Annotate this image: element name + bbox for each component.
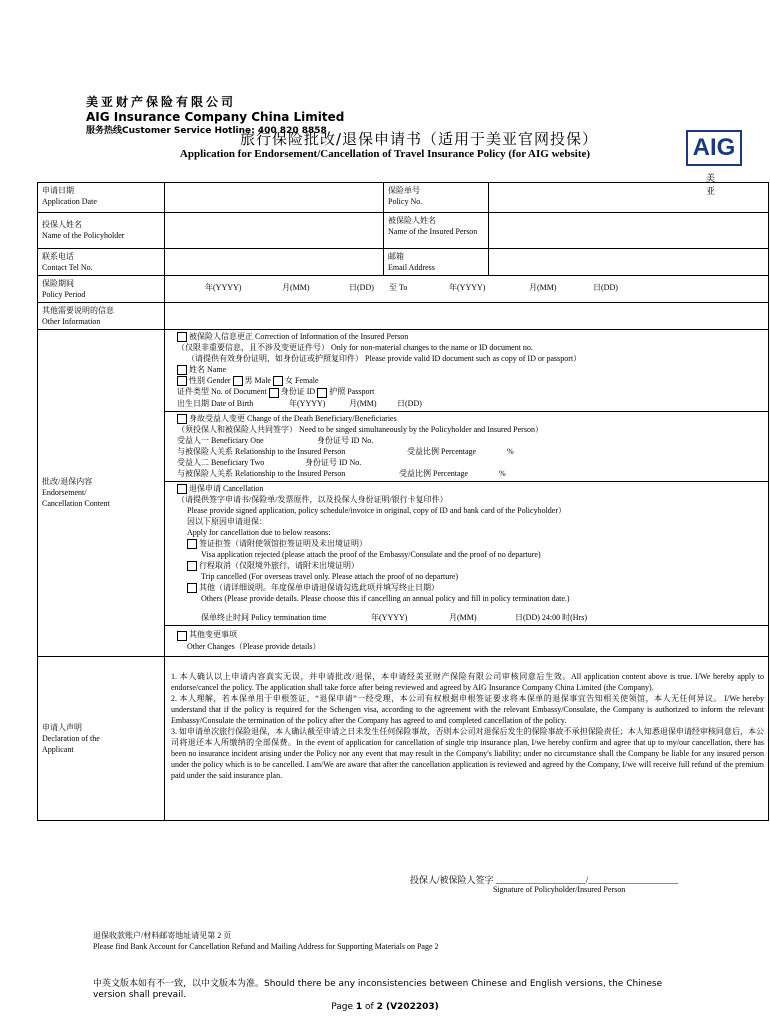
refund-note: 退保收款账户/材料邮寄地址请见第 2 页 Please find Bank Account for Cancellation Refund and Mailing Address for Supporting Materials on Page 2 [93, 931, 439, 951]
signature-line[interactable]: 投保人/被保险人签字 ____________________/____________________ [410, 875, 679, 885]
male-checkbox[interactable] [233, 376, 243, 386]
policyholder-name-field[interactable] [165, 213, 384, 249]
page-number: Page 1 of 2 (V202203) [331, 1002, 439, 1012]
other-info-field[interactable] [165, 303, 769, 330]
signature-caption: Signature of Policyholder/Insured Person [493, 885, 626, 894]
others-checkbox[interactable] [187, 583, 197, 593]
cancellation-section: 退保申请 Cancellation （请提供签字申请书/保险单/发票原件，以及投保人身份证明/银行卡复印件） Please provide signed application, policy schedule/invoice in original, copy of ID and bank card of the Policyholder） 因以下原因申请退保： Apply for cancellation due to below reasons: 签证拒签（请附使领馆拒签证明及未出境证明） Visa application rejected (please attach the proof of the Embassy/Consulate and the proof of no departure) 行程取消（仅限境外旅行，请附未出境证明） Trip cancelled (For overseas travel only. Please attach the proof of no departure) 其他（请详细说明。年度保单申请退保请勾选此项并填写终止日期） Others (Please provide details. Please choose this if cancelling an annual policy and fill in policy termination date.) 保单终止时间 Policy termination time 年(YYYY) 月(MM) 日(DD) 24:00 时(Hrs) [165, 482, 768, 627]
cancellation-checkbox[interactable] [177, 484, 187, 494]
email-field[interactable] [489, 249, 769, 276]
declaration-text: 1. 本人确认以上申请内容真实无误，并申请批改/退保，本申请经美亚财产保险有限公司审核同意后生效。All application content above is true. I/We hereby apply to endorse/cancel the policy. The application shall take force after being reviewed and agreed by AIG Insurance Company China Limited (the Company). 2. 本人理解，若本保单用于申根签证，“退保申请”一经受理，本公司有权根据申根签证要求将本保单的退保事宜告知相关使领馆，本人无任何异议。 I/We hereby understand that if the policy is required for the Schengen visa, according to the agreement with the relevant Embassy/Consulate, the Company is authorized to inform the relevant Embassy/Consulate the termination of the policy after the Company has agreed to and completed cancellation of the policy. 3. 如申请单次旅行保险退保，本人确认截至申请之日未发生任何保险事故，否则本公司对退保后发生的保险事故不承担保险责任；本人知悉退保申请经审核同意后，本公司将退还本人所缴纳的全部保费。In the event of application for cancellation of single trip insurance plan, I/we hereby confirm and agree that up to my/our cancellation, there has been no insurance incident arising under the Policy nor any event that may result in the Company's liability; under no circumstance shall the Company be liable for any insured person under the policy which is to be cancelled. I am/We are aware that after the cancellation application is reviewed and agreed by the Company, I/we will receive full refund of the premium paid under the said insurance plan. [165, 656, 769, 820]
content-label: 批改/退保内容 Endorsement/ Cancellation Content [38, 330, 165, 657]
insured-name-field[interactable] [489, 213, 769, 249]
female-checkbox[interactable] [273, 376, 283, 386]
email-label: 邮箱 Email Address [384, 249, 489, 276]
declaration-label: 申请人声明 Declaration of the Applicant [38, 656, 165, 820]
insured-name-label: 被保险人姓名 Name of the Insured Person [384, 213, 489, 249]
visa-rejected-checkbox[interactable] [187, 539, 197, 549]
passport-checkbox[interactable] [317, 388, 327, 398]
application-date-label: 申请日期 Application Date [38, 183, 165, 213]
name-checkbox[interactable] [177, 365, 187, 375]
company-name-cn: 美亚财产保险有限公司 [86, 95, 237, 109]
contact-tel-field[interactable] [165, 249, 384, 276]
application-form-table [37, 182, 769, 821]
content-section [165, 330, 769, 657]
policy-period-label: 保险期间 Policy Period [38, 276, 165, 303]
aig-logo: AIG [686, 130, 742, 166]
gender-checkbox[interactable] [177, 376, 187, 386]
policy-period-field[interactable]: 年(YYYY) 月(MM) 日(DD) 至 To 年(YYYY) 月(MM) 日(DD) [165, 276, 769, 303]
id-checkbox[interactable] [269, 388, 279, 398]
policyholder-name-label: 投保人姓名 Name of the Policyholder [38, 213, 165, 249]
other-changes-checkbox[interactable] [177, 631, 187, 641]
policy-no-field[interactable] [489, 183, 769, 213]
beneficiary-section: 身故受益人变更 Change of the Death Beneficiary/Beneficiaries （须投保人和被保险人共同签字） Need to be singed simultaneously by the Policyholder and Insured Person） 受益人一 Beneficiary One 身份证号 ID No. 与被保险人关系 Relationship to the Insured Person 受益比例 Percentage % 受益人二 Beneficiary Two 身份证号 ID No. 与被保险人关系 Relationship to the Insured Person 受益比例 Percentage % [165, 412, 768, 482]
trip-cancelled-checkbox[interactable] [187, 561, 197, 571]
hotline: 服务热线Customer Service Hotline: 400 820 8858 [86, 126, 327, 136]
application-date-field[interactable] [165, 183, 384, 213]
company-name-en: AIG Insurance Company China Limited [86, 110, 345, 124]
document-title-en: Application for Endorsement/Cancellation of Travel Insurance Policy (for AIG website) [179, 148, 591, 160]
correction-section: 被保险人信息更正 Correction of Information of the Insured Person （仅限非重要信息，且不涉及变更证件号） Only for non-material changes to the name or ID document no. （请提供有效身份证明，如身份证或护照复印件） Please provide valid ID document such as copy of ID or passport） 姓名 Name 性别 Gender 男 Male 女 Female 证件类型 No. of Document 身份证 ID 护照 Passport 出生日期 Date of Birth 年(YYYY) 月(MM) 日(DD) [165, 330, 768, 412]
document-title-cn: 旅行保险批改/退保申请书（适用于美亚官网投保） [240, 130, 599, 148]
correction-checkbox[interactable] [177, 332, 187, 342]
policy-no-label: 保险单号 Policy No. [384, 183, 489, 213]
beneficiary-checkbox[interactable] [177, 414, 187, 424]
other-changes-section: 其他变更事项 Other Changes（Please provide details） [165, 626, 768, 655]
other-info-label: 其他需要说明的信息 Other Information [38, 303, 165, 330]
aig-logo-subtitle: 美 亚 [706, 174, 734, 197]
language-note: 中英文版本如有不一致，以中文版本为准。Should there be any inconsistencies between Chinese and English versions, the Chinese version shall prevail. [93, 979, 663, 1000]
contact-tel-label: 联系电话 Contact Tel No. [38, 249, 165, 276]
